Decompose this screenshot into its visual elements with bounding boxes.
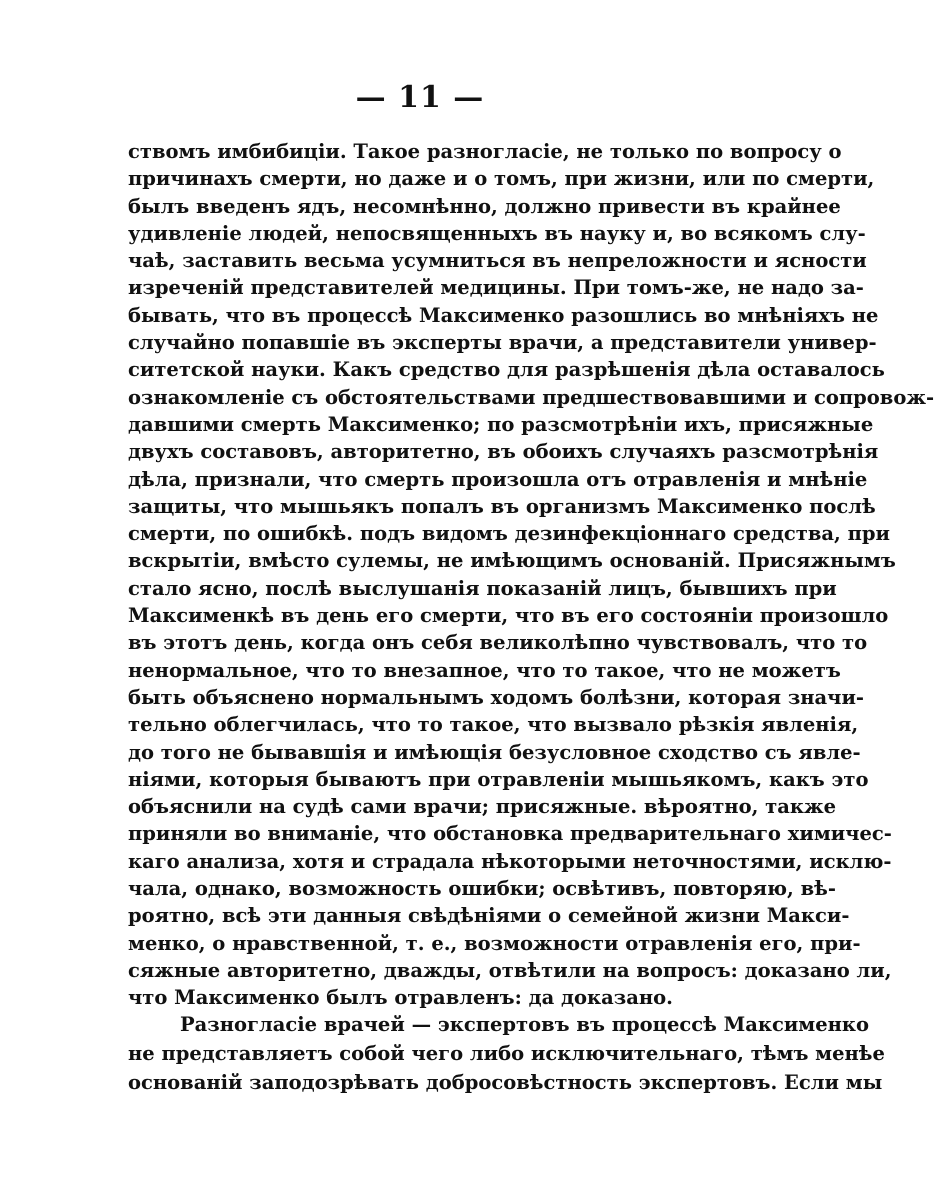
- text-line: не представляетъ собой чего либо исключительнаго, тѣмъ менѣе: [128, 1042, 885, 1065]
- text-line: роятно, всѣ эти данныя свѣдѣніями о семейной жизни Макси-: [128, 904, 850, 928]
- text-line: изреченій представителей медицины. При томъ-же, не надо за-: [128, 276, 864, 300]
- text-line: ознакомленіе съ обстоятельствами предшествовавшими и сопровож-: [128, 385, 934, 409]
- text-line: чала, однако, возможность ошибки; освѣтивъ, повторяю, вѣ-: [128, 877, 836, 901]
- text-line: тельно облегчилась, что то такое, что вызвало рѣзкія явленія,: [128, 713, 859, 737]
- text-line: былъ введенъ ядъ, несомнѣнно, должно привести въ крайнее: [128, 194, 841, 218]
- text-line: основаній заподозрѣвать добросовѣстность экспертовъ. Если мы: [128, 1071, 883, 1094]
- text-line: смерти, по ошибкѣ. подъ видомъ дезинфекціоннаго средства, при: [128, 522, 890, 546]
- text-line: каго анализа, хотя и страдала нѣкоторыми неточностями, исклю-: [128, 849, 892, 873]
- text-line: защиты, что мышьякъ попалъ въ организмъ Максименко послѣ: [128, 494, 876, 518]
- paragraph-2: [128, 1010, 885, 1097]
- text-line: бывать, что въ процессѣ Максименко разошлись во мнѣніяхъ не: [128, 303, 879, 327]
- text-line: стало ясно, послѣ выслушанія показаній лицъ, бывшихъ при: [128, 576, 837, 600]
- page-number: — 11 —: [355, 80, 485, 115]
- text-line: двухъ составовъ, авторитетно, въ обоихъ случаяхъ разсмотрѣнія: [128, 440, 879, 464]
- text-line: что Максименко былъ отравленъ: да доказано.: [128, 986, 673, 1010]
- text-line: ствомъ имбибиціи. Такое разногласіе, не только по вопросу о: [128, 140, 842, 163]
- text-line: давшими смерть Максименко; по разсмотрѣніи ихъ, присяжные: [128, 412, 874, 436]
- text-line: ситетской науки. Какъ средство для разрѣшенія дѣла оставалось: [128, 358, 885, 382]
- text-line: въ этотъ день, когда онъ себя великолѣпно чувствовалъ, что то: [128, 631, 868, 655]
- text-line: случайно попавшіе въ эксперты врачи, а представители универ-: [128, 331, 877, 355]
- text-line: объяснили на судѣ сами врачи; присяжные. вѣроятно, также: [128, 795, 837, 819]
- text-line: дѣла, признали, что смерть произошла отъ отравленія и мнѣніе: [128, 467, 868, 491]
- text-line: удивленіе людей, непосвященныхъ въ науку и, во всякомъ слу-: [128, 221, 866, 245]
- text-line: приняли во вниманіе, что обстановка предварительнаго химичес-: [128, 822, 892, 846]
- text-line: Максименкѣ въ день его смерти, что въ его состояніи произошло: [128, 604, 889, 628]
- text-line: до того не бывавшія и имѣющія безусловное сходство съ явле-: [128, 740, 861, 764]
- text-line: вскрытіи, вмѣсто сулемы, не имѣющимъ основаній. Присяжнымъ: [128, 549, 896, 573]
- text-line: ніями, которыя бываютъ при отравленіи мышьякомъ, какъ это: [128, 767, 869, 791]
- text-line: быть объяснено нормальнымъ ходомъ болѣзни, которая значи-: [128, 685, 865, 709]
- text-line: сяжные авторитетно, дважды, отвѣтили на вопросъ: доказано ли,: [128, 958, 892, 982]
- text-line: причинахъ смерти, но даже и о томъ, при жизни, или по смерти,: [128, 167, 875, 191]
- text-line: Разногласіе врачей — экспертовъ въ процессѣ Максименко: [180, 1013, 870, 1036]
- text-line: менко, о нравственной, т. е., возможности отравленія его, при-: [128, 931, 861, 955]
- text-line: чаѣ, заставить весьма усумниться въ непреложности и ясности: [128, 249, 867, 273]
- paragraph-1: [128, 138, 934, 1012]
- text-line: ненормальное, что то внезапное, что то такое, что не можетъ: [128, 658, 841, 682]
